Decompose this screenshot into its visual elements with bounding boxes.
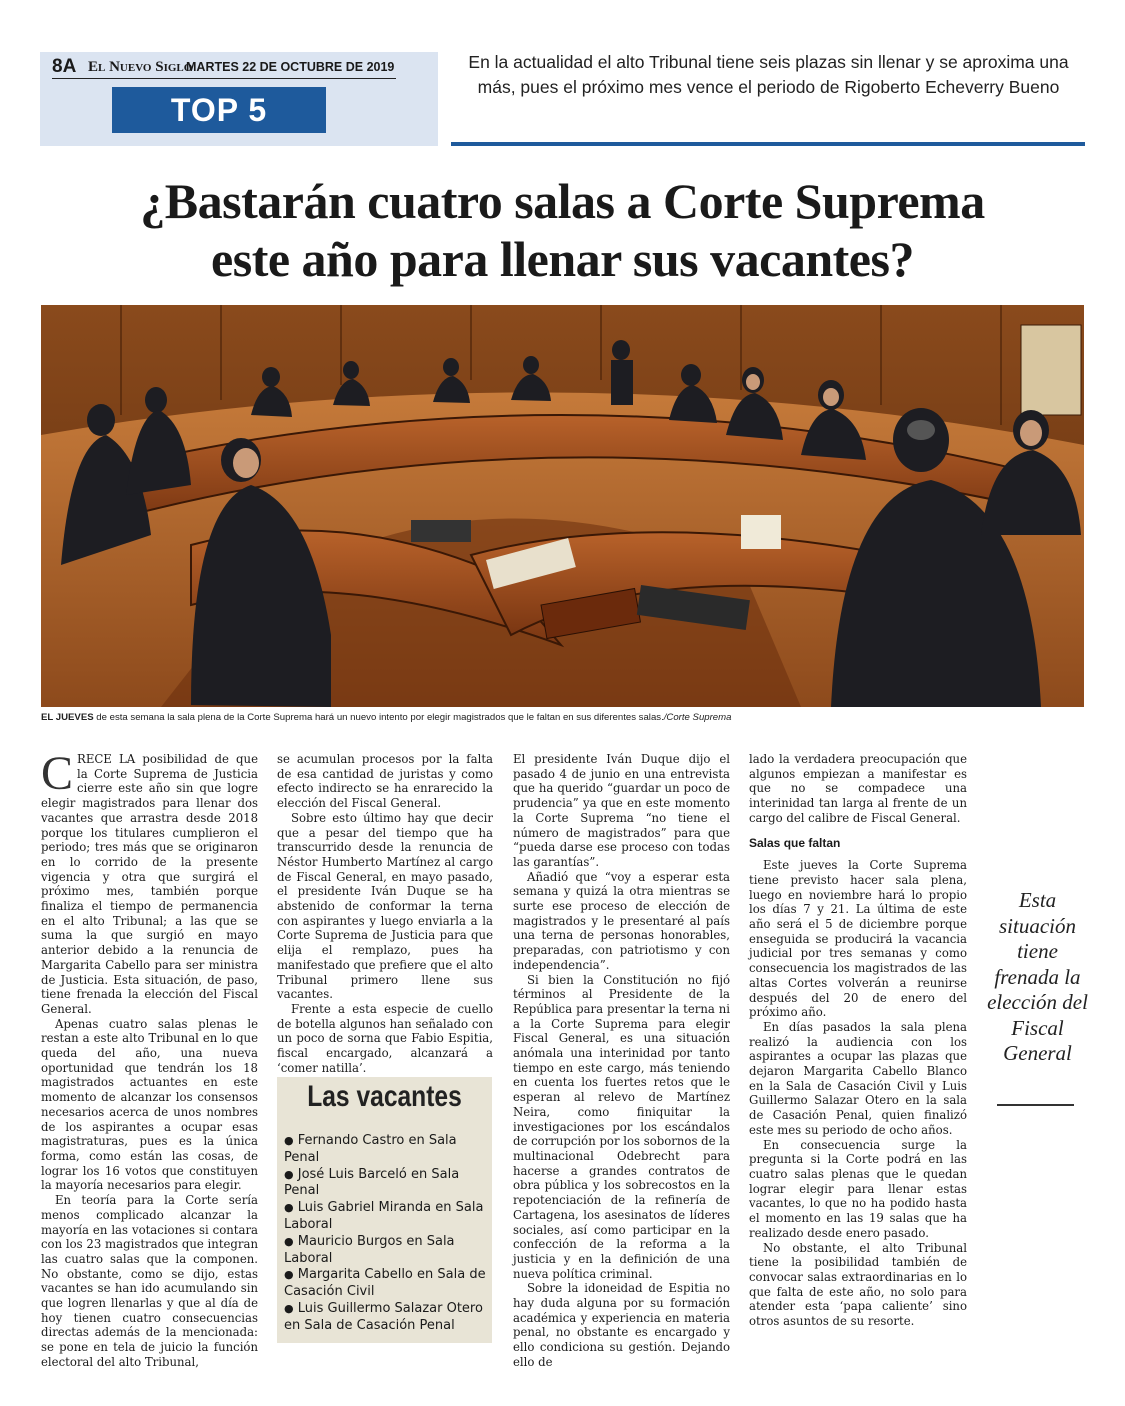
deck-rule <box>451 142 1085 146</box>
publication-date: MARTES 22 DE OCTUBRE DE 2019 <box>186 60 395 74</box>
caption-text: de esta semana la sala plena de la Corte Suprema hará un nuevo intento por elegir magistrados que le faltan en sus diferentes salas. <box>93 712 664 723</box>
body-column-4 <box>749 752 967 1329</box>
paragraph: Frente a esta especie de cuello de botella algunos han señalado con un poco de sorna que Fabio Espitia, fiscal encargado, alcanzará a ‘comer natilla’. <box>277 1001 493 1075</box>
bullet-icon: ● <box>284 1167 294 1181</box>
list-item <box>284 1167 489 1201</box>
paragraph: Añadió que “voy a esperar esta semana y quizá la otra mientras se surte ese proceso de elección de magistrados y le presentaré al país una terna de personas honorables, preparadas, con patriotismo y con independencia”. <box>513 869 730 972</box>
drop-cap: C <box>41 747 74 800</box>
list-item-text: Fernando Castro en Sala Penal <box>284 1133 457 1165</box>
caption-lead: EL JUEVES <box>41 712 94 723</box>
subheading: Salas que faltan <box>749 835 841 850</box>
paragraph: se acumulan procesos por la falta de esa cantidad de juristas y como efecto indirecto se ha enrarecido la elección del Fiscal General. <box>277 752 493 811</box>
paragraph: El presidente Iván Duque dijo el pasado 4 de junio en una entrevista que ha querido “guardar un poco de prudencia” ya que en este momento la Corte Suprema “no tiene el número de magistrados” para que “pueda darse ese proceso con todas las garantías”. <box>513 752 730 869</box>
bullet-icon: ● <box>284 1301 294 1315</box>
paragraph: En días pasados la sala plena realizó la audiencia con los aspirantes a ocupar las plazas que dejaron Margarita Cabello Blanco en la Sala de Casación Civil y Luis Guillermo Salazar Otero en la sala de Casación Penal, quien finalizó este mes su periodo de ocho años. <box>749 1019 967 1137</box>
paragraph: Apenas cuatro salas plenas le restan a este alto Tribunal en lo que queda del año, una nueva oportunidad que tendrán los 18 magistrados actuantes en este momento de alcanzar los consensos necesarios acerca de unos nombres de los aspirantes a ocupar esas magistraturas, pues es la única forma, como están las cosas, de lograr los 16 votos que constituyen la mayoría necesarios para elegir. <box>41 1016 258 1193</box>
headline <box>30 172 1095 288</box>
paragraph: No obstante, el alto Tribunal tiene la posibilidad también de convocar salas extraordinarias en lo que falta de este año, no solo para atender esta ‘papa caliente’ sino otros asuntos de su resorte. <box>749 1240 967 1329</box>
vacancies-list <box>284 1133 489 1335</box>
list-item <box>284 1234 489 1268</box>
court-session-photo <box>41 305 1084 707</box>
list-item-text: Luis Gabriel Miranda en Sala Laboral <box>284 1200 484 1232</box>
deck-text: En la actualidad el alto Tribunal tiene seis plazas sin llenar y se aproxima una más, pues el próximo mes vence el periodo de Rigoberto Echeverry Bueno <box>468 52 1069 97</box>
list-item <box>284 1133 489 1167</box>
paragraph: Sobre esto último hay que decir que a pesar del tiempo que ha transcurrido desde la renuncia de Néstor Humberto Martínez al cargo de Fiscal General, en mayo pasado, el presidente Iván Duque se ha abstenido de conformar la terna con aspirantes y luego enviarla a la Corte Suprema de Justicia para que elija el remplazo, pues ha manifestado que prefiere que el alto Tribunal primero llene sus vacantes. <box>277 810 493 1002</box>
paragraph <box>41 747 258 1017</box>
lead-in: RECE LA <box>77 752 136 766</box>
paragraph: Este jueves la Corte Suprema tiene previsto hacer sala plena, luego en noviembre hará lo propio los días 7 y 21. La última de este año será el 5 de diciembre porque enseguida se producirá la vacancia judicial por tres semanas y como consecuencia los magistrados de las altas Cortes volverán a reunirse después del 20 de enero del próximo año. <box>749 858 967 1020</box>
list-item-text: Luis Guillermo Salazar Otero en Sala de Casación Penal <box>284 1300 483 1333</box>
photo-caption <box>41 712 1091 723</box>
page-number: 8A <box>52 56 77 77</box>
body-column-1 <box>41 747 258 1370</box>
pull-quote-rule <box>997 1104 1074 1106</box>
body-column-3 <box>513 752 730 1370</box>
paragraph: En teoría para la Corte sería menos complicado alcanzar la mayoría en las votaciones si contara con los 23 magistrados que integran las cuatro salas que la componen. No obstante, como se dijo, estas vacantes se han ido acumulando sin que logren llenarlas y que al día de hoy tienen cuatro consecuencias directas además de la mencionada: se pone en tela de juicio la función electoral del alto Tribunal, <box>41 1193 258 1369</box>
list-item <box>284 1200 489 1234</box>
bullet-icon: ● <box>284 1234 294 1248</box>
court-session-illustration <box>41 305 1084 707</box>
list-item <box>284 1301 489 1335</box>
list-item-text: Mauricio Burgos en Sala Laboral <box>284 1233 455 1266</box>
publication-name: El Nuevo Siglo <box>88 59 193 75</box>
section-tag: TOP 5 <box>112 87 326 133</box>
body-column-2 <box>277 752 493 1075</box>
headline-line-1: ¿Bastarán cuatro salas a Corte Suprema <box>140 173 985 229</box>
vacancies-title: Las vacantes <box>307 1080 462 1113</box>
paragraph: lado la verdadera preocupación que algunos empiezan a manifestar es que no se compadece una interinidad tan larga al frente de un cargo del calibre de Fiscal General. <box>749 752 967 825</box>
bullet-icon: ● <box>284 1268 294 1282</box>
bullet-icon: ● <box>284 1201 294 1215</box>
paragraph: Si bien la Constitución no fijó términos al Presidente de la República para presentar la terna ni a la Corte Suprema para elegir Fiscal General, es una situación anómala una interinidad por tanto tiempo en este cargo, más teniendo en cuenta los fuertes retos que le esperan al relevo de Martínez Neira, como finiquitar la investigaciones por los escándalos de corrupción por los sobornos de la multinacional Odebrecht para hacerse a grandes contratos de obra pública y los sobrecostos en la repotenciación de la refinería de Cartagena, los asesinatos de líderes sociales, así como participar en la confección de la reforma a la justicia y en la definición de una nueva política criminal. <box>513 972 730 1281</box>
list-item <box>284 1267 489 1301</box>
bullet-icon: ● <box>284 1134 294 1147</box>
paragraph-text: posibilidad de que la Corte Suprema de Justicia cierre este año sin que logre elegir magistrados para llenar dos vacantes que arrastra desde 2018 porque los titulares cumplieron el periodo; tres más que se originaron en lo corrido de la presente vigencia y otra que surgirá el próximo mes, también porque finaliza el tiempo de permanencia en el alto Tribunal; a las que se suma la que surgió en mayo anterior debido a la renuncia de Margarita Cabello para ser ministra de Justicia. Esta situación, de paso, tiene frenada la elección del Fiscal General. <box>41 752 258 1016</box>
paragraph: Sobre la idoneidad de Espitia no hay duda alguna por su formación académica y experiencia en materia penal, no obstante es encargado y ello condiciona su gestión. Dejando ello de <box>513 1281 730 1369</box>
paragraph: En consecuencia surge la pregunta si la Corte podrá en las cuatro salas plenas que le quedan lograr elegir para llenar estas vacantes, lo que no ha podido hasta el momento en las 19 salas que ha realizado desde enero pasado. <box>749 1137 967 1240</box>
masthead-rule <box>52 78 396 79</box>
headline-line-2: este año para llenar sus vacantes? <box>211 231 914 287</box>
photo-credit: /Corte Suprema <box>663 712 732 723</box>
pull-quote: Esta situación tiene frenada la elección del Fiscal General <box>987 888 1088 1065</box>
list-item-text: Margarita Cabello en Sala de Casación Civil <box>284 1267 486 1300</box>
list-item-text: José Luis Barceló en Sala Penal <box>284 1166 460 1199</box>
